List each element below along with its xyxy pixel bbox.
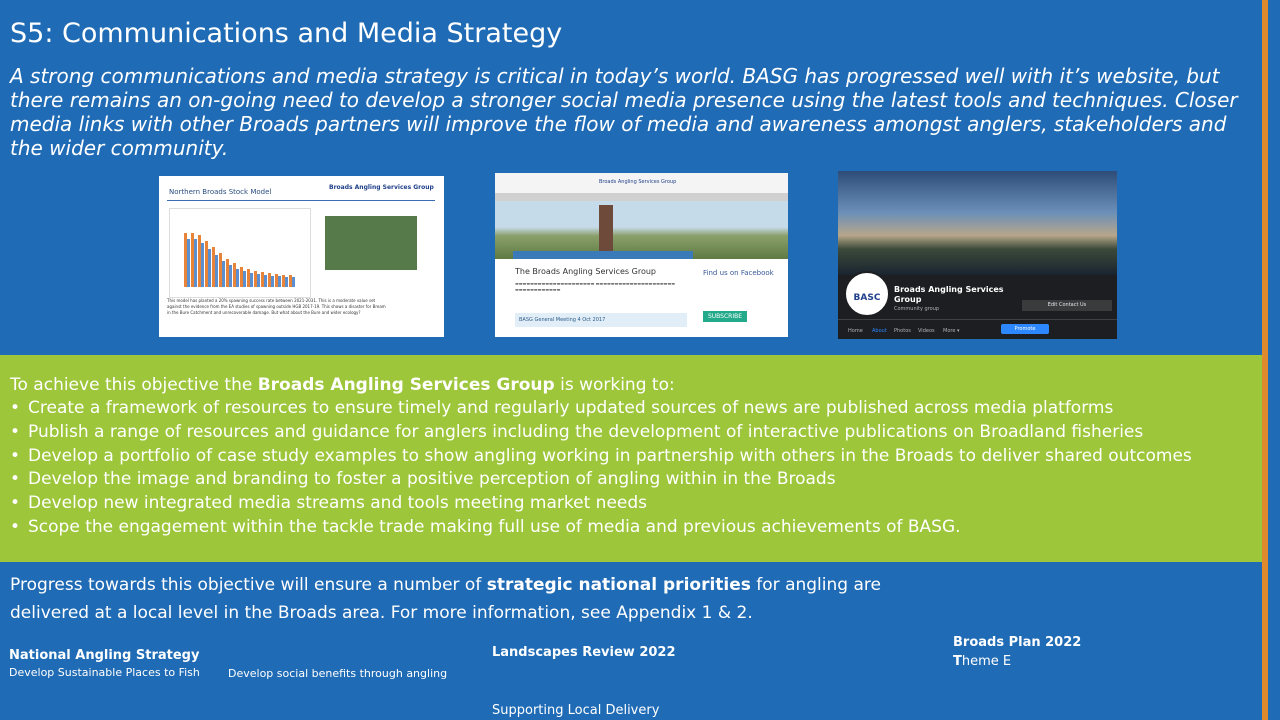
nas-item-places: Develop Sustainable Places to Fish xyxy=(9,666,200,679)
subscribe-button: SUBSCRIBE xyxy=(703,311,747,322)
stock-model-thumbnail xyxy=(159,176,444,337)
event-banner: BASG General Meeting 4 Oct 2017 xyxy=(515,313,687,327)
objective-lead-suffix: is working to: xyxy=(554,375,675,395)
nas-title: National Angling Strategy xyxy=(9,648,200,663)
tab-more: More ▾ xyxy=(943,328,960,334)
right-edge-rule xyxy=(1262,0,1268,720)
progress-paragraph xyxy=(10,571,910,627)
website-ribbon xyxy=(513,251,693,259)
tab-photos: Photos xyxy=(894,328,911,334)
basg-logo: Broads Angling Services Group xyxy=(329,184,434,191)
promote-button: Promote xyxy=(1001,324,1049,334)
facebook-page-name: Broads Angling Services Group xyxy=(894,285,1004,304)
avatar: BASC xyxy=(844,271,890,317)
list-item: • Scope the engagement within the tackle trade making full use of media and previous achievements of BASG. xyxy=(10,516,1192,540)
website-body-text: ▬▬▬▬▬▬▬▬▬▬▬▬▬▬▬▬▬▬▬▬▬ ▬▬▬▬▬▬▬▬▬▬▬▬▬▬▬▬▬▬▬▬▬ ▬▬▬▬▬▬▬▬▬▬▬▬ xyxy=(515,281,676,292)
website-header xyxy=(495,173,788,193)
tab-videos: Videos xyxy=(918,328,935,334)
broads-plan-theme xyxy=(953,654,1011,669)
edit-contact-button: Edit Contact Us xyxy=(1022,300,1112,311)
list-item: • Publish a range of resources and guidance for anglers including the development of interactive publications on Broadland fisheries xyxy=(10,421,1192,445)
facebook-thumbnail xyxy=(838,171,1117,339)
website-thumbnail xyxy=(495,173,788,337)
facebook-link: Find us on Facebook xyxy=(703,269,774,277)
windmill-image xyxy=(599,205,613,255)
list-item: • Create a framework of resources to ensure timely and regularly updated sources of news are published across media platforms xyxy=(10,397,1192,421)
progress-prefix: Progress towards this objective will ensure a number of xyxy=(10,575,487,595)
stock-model-chart xyxy=(169,208,311,298)
broads-plan-theme-initial: T xyxy=(953,654,962,669)
intro-paragraph: A strong communications and media strategy is critical in today’s world. BASG has progressed well with it’s website, but there remains an on-going need to develop a stronger social media presence using the latest tools and techniques. Closer media links with other Broads partners will improve the flow of media and awareness amongst anglers, stakeholders and the wider community. xyxy=(10,64,1238,160)
list-item: • Develop the image and branding to foster a positive perception of angling within in the Broads xyxy=(10,468,1192,492)
objective-lead xyxy=(10,373,675,397)
stock-model-text: This model has planted a 20% spawning success rate between 2021-2031. This is a moderate value set against the evidence from the EA studies of spawning outside HGB 2017-19. This shows a disaster for Bream in the Bure Catchment and unrecoverable damage. But what about the Bure and wider ecology? xyxy=(167,298,386,315)
broads-plan-theme-rest: heme E xyxy=(961,654,1012,669)
tab-home: Home xyxy=(848,328,863,334)
tab-about: About xyxy=(872,328,887,334)
facebook-cover-photo xyxy=(838,171,1117,275)
objective-lead-prefix: To achieve this objective the xyxy=(10,375,258,395)
landscapes-item: Supporting Local Delivery xyxy=(492,703,660,718)
list-item: • Develop a portfolio of case study examples to show angling working in partnership with others in the Broads to deliver shared outcomes xyxy=(10,445,1192,469)
stock-model-title: Northern Broads Stock Model xyxy=(169,188,272,196)
objective-lead-org: Broads Angling Services Group xyxy=(257,375,555,395)
page-title: S5: Communications and Media Strategy xyxy=(10,18,563,49)
nas-item-social: Develop social benefits through angling xyxy=(228,667,448,680)
broads-plan-title: Broads Plan 2022 xyxy=(953,635,1082,650)
landscapes-title: Landscapes Review 2022 xyxy=(492,645,676,660)
progress-suffix: for angling are delivered at a local level in the Broads area. For more information, see Appendix 1 & 2. xyxy=(10,575,881,623)
progress-priorities: strategic national priorities xyxy=(486,575,751,595)
facebook-page-type: Community group xyxy=(894,306,940,312)
website-heading: The Broads Angling Services Group xyxy=(515,267,656,276)
fish-kill-photo xyxy=(325,216,417,270)
website-header-title: Broads Angling Services Group xyxy=(599,179,677,185)
list-item: • Develop new integrated media streams and tools meeting market needs xyxy=(10,492,1192,516)
objective-list xyxy=(10,397,1192,540)
website-nav xyxy=(495,193,788,201)
slide-divider xyxy=(167,200,435,201)
